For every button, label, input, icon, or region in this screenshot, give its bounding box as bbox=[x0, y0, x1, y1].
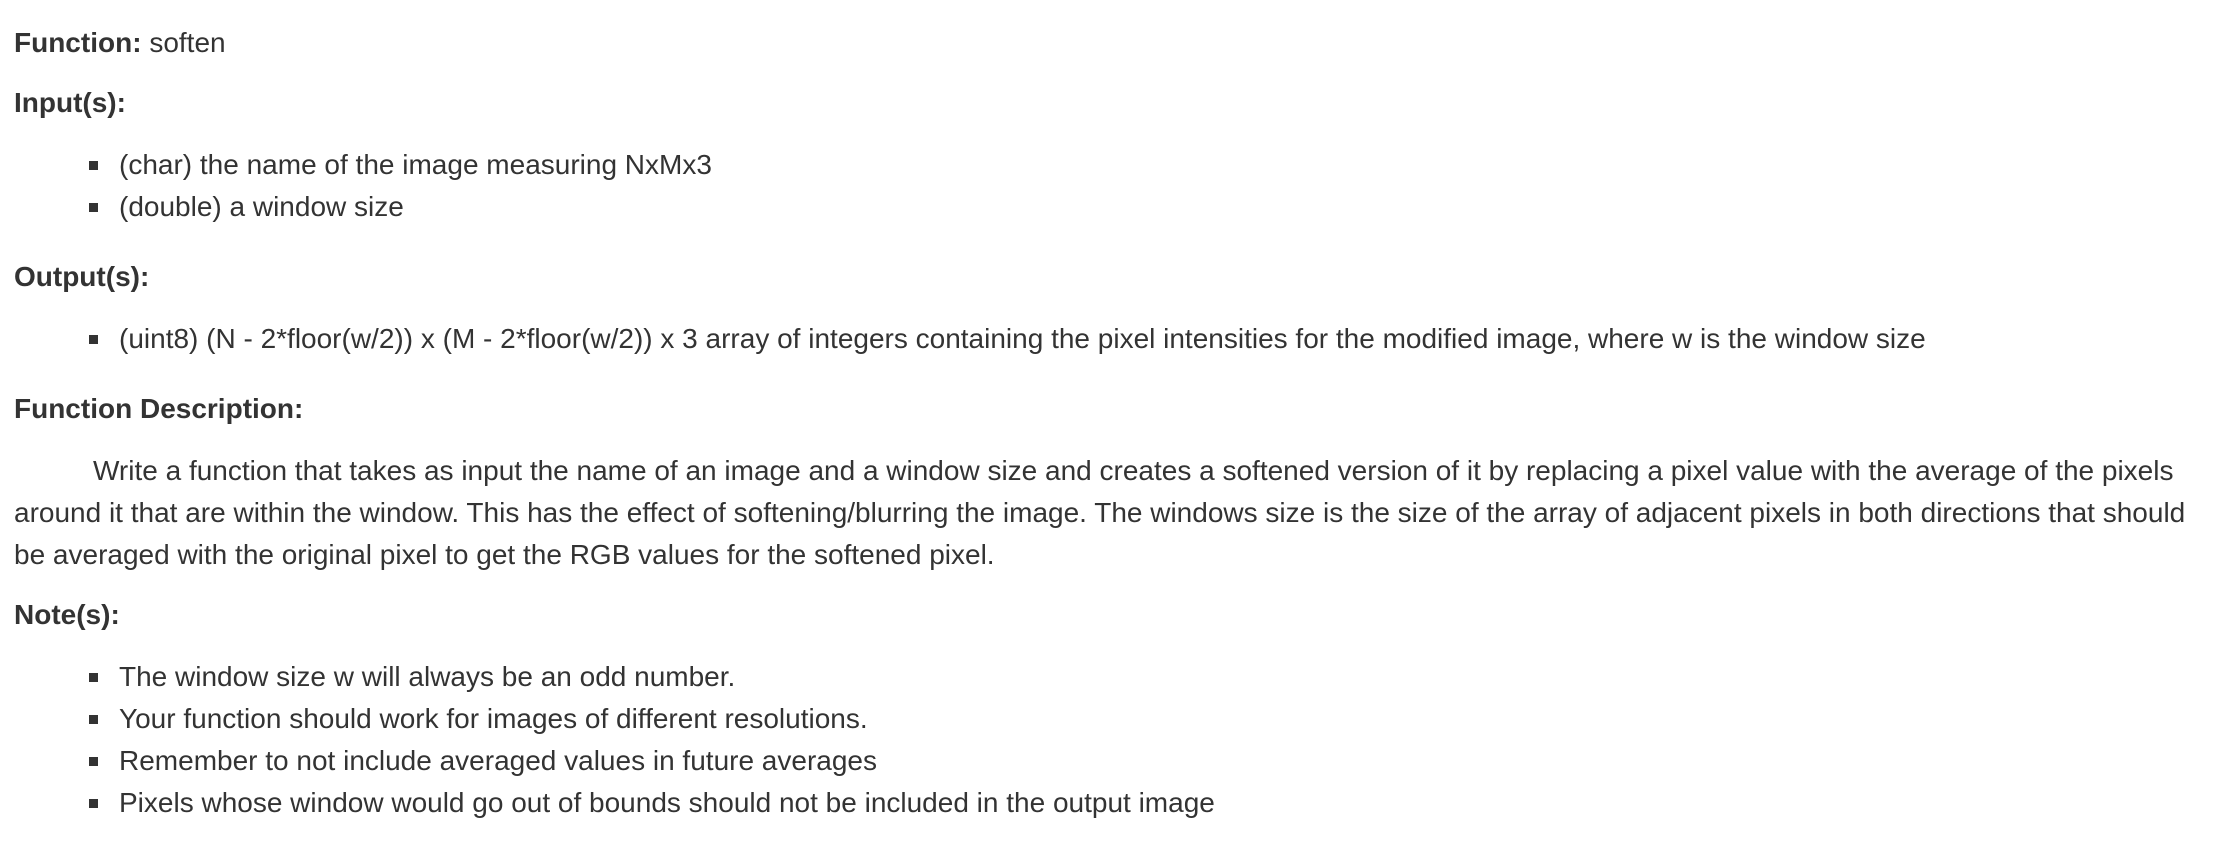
output-item: (uint8) (N - 2*floor(w/2)) x (M - 2*floor(w/2)) x 3 array of integers containing the pixel intensities for the modified image, where w is the window size bbox=[119, 318, 2214, 360]
input-item: (double) a window size bbox=[119, 186, 2214, 228]
function-name: soften bbox=[149, 27, 226, 58]
inputs-heading: Input(s): bbox=[14, 87, 126, 118]
inputs-list bbox=[14, 144, 2214, 228]
note-item: The window size w will always be an odd number. bbox=[119, 656, 2214, 698]
outputs-heading: Output(s): bbox=[14, 261, 150, 292]
note-item: Your function should work for images of different resolutions. bbox=[119, 698, 2214, 740]
note-item: Remember to not include averaged values in future averages bbox=[119, 740, 2214, 782]
description-paragraph: Write a function that takes as input the name of an image and a window size and creates a softened version of it by replacing a pixel value with the average of the pixels around it that are within the window. This has the effect of softening/blurring the image. The windows size is the size of the array of adjacent pixels in both directions that should be averaged with the original pixel to get the RGB values for the softened pixel. bbox=[14, 455, 2186, 570]
notes-heading: Note(s): bbox=[14, 599, 120, 630]
description-heading: Function Description: bbox=[14, 393, 304, 424]
function-label: Function: bbox=[14, 27, 142, 58]
notes-list bbox=[14, 656, 2214, 824]
outputs-list bbox=[14, 318, 2214, 360]
input-item: (char) the name of the image measuring NxMx3 bbox=[119, 144, 2214, 186]
function-line bbox=[14, 22, 2214, 64]
note-item: Pixels whose window would go out of bounds should not be included in the output image bbox=[119, 782, 2214, 824]
